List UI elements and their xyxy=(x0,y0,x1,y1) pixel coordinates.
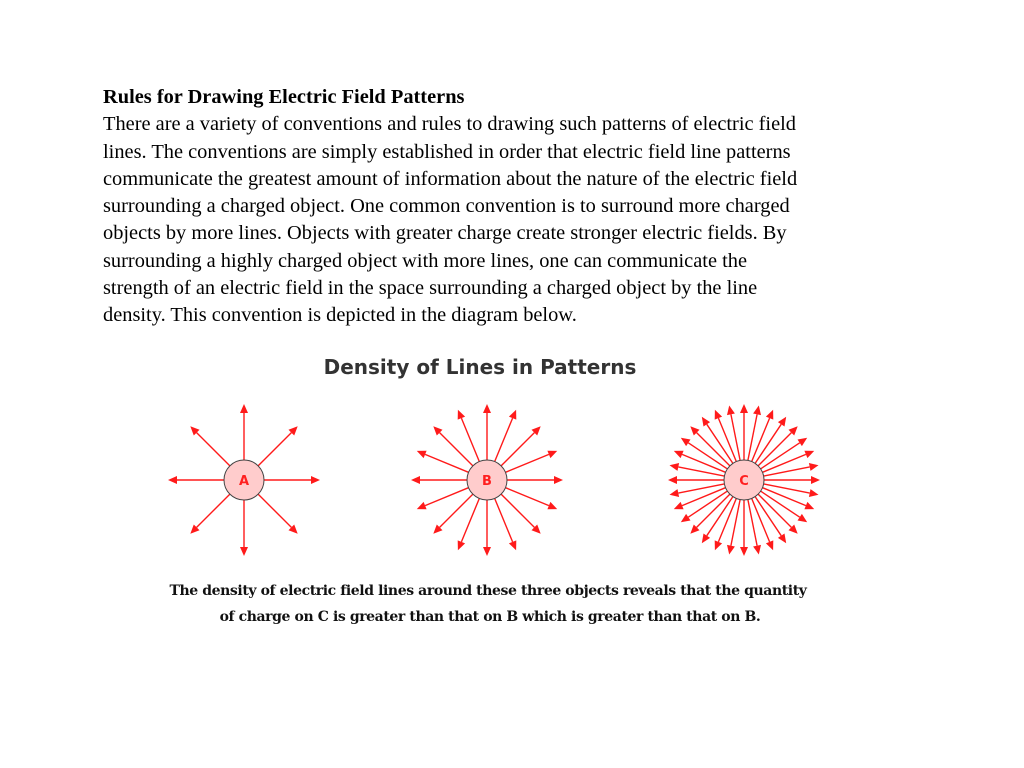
field-line-arrowhead xyxy=(809,463,819,471)
field-line-arrowhead xyxy=(798,438,808,446)
paragraph-line: surrounding a highly charged object with more lines, one can communicate the xyxy=(103,249,748,272)
field-line-arrowhead xyxy=(809,489,819,497)
field-line xyxy=(697,494,730,527)
paragraph-line: density. This convention is depicted in the diagram below. xyxy=(103,304,577,327)
field-line xyxy=(440,433,473,466)
field-line-arrowhead xyxy=(702,417,710,427)
field-line xyxy=(425,454,468,472)
field-line-arrowhead xyxy=(240,404,248,413)
field-line xyxy=(501,433,534,466)
charge-c-label: C xyxy=(739,474,749,489)
field-line xyxy=(506,454,549,472)
charge-c-group xyxy=(668,404,820,556)
paragraph-line: lines. The conventions are simply established in order that electric field line patterns xyxy=(103,140,791,163)
field-line xyxy=(425,488,468,506)
field-line-arrowhead xyxy=(670,463,680,471)
paragraph-line: There are a variety of conventions and rules to drawing such patterns of electric field xyxy=(103,113,797,136)
field-line-arrowhead xyxy=(727,545,735,555)
field-line xyxy=(258,494,291,527)
charge-a-label: A xyxy=(238,474,250,489)
field-line-arrowhead xyxy=(753,406,761,416)
field-line xyxy=(758,494,791,527)
field-line-arrowhead xyxy=(240,547,248,556)
field-line-arrowhead xyxy=(483,404,491,413)
field-line xyxy=(258,433,291,466)
field-line-arrowhead xyxy=(798,514,808,522)
paragraph-line: communicate the greatest amount of information about the nature of the electric field xyxy=(103,167,798,190)
article-text xyxy=(103,84,903,330)
field-line xyxy=(697,433,730,466)
field-line-arrowhead xyxy=(168,476,177,484)
field-line-arrowhead xyxy=(702,534,710,544)
field-line-arrowhead xyxy=(554,476,563,484)
field-line xyxy=(197,494,230,527)
field-line xyxy=(197,433,230,466)
field-line xyxy=(495,418,513,461)
field-line-arrowhead xyxy=(778,534,786,544)
field-line-arrowhead xyxy=(681,514,691,522)
field-line-arrowhead xyxy=(778,417,786,427)
field-line-arrowhead xyxy=(311,476,320,484)
figure-caption-line-2: of charge on C is greater than that on B which is greater than that on B. xyxy=(219,609,761,625)
field-line xyxy=(461,418,479,461)
paragraph-line: strength of an electric field in the space surrounding a charged object by the line xyxy=(103,277,758,300)
field-line xyxy=(506,488,549,506)
field-line-arrowhead xyxy=(753,545,761,555)
field-line-arrowhead xyxy=(681,438,691,446)
field-line xyxy=(461,499,479,542)
charge-b-group xyxy=(411,404,563,556)
field-line xyxy=(440,494,473,527)
paragraph-line: objects by more lines. Objects with greater charge create stronger electric fields. By xyxy=(103,222,787,245)
field-line xyxy=(495,499,513,542)
field-line-arrowhead xyxy=(483,547,491,556)
charge-b-label: B xyxy=(482,474,492,489)
field-line-arrowhead xyxy=(411,476,420,484)
field-line-density-figure xyxy=(150,340,840,640)
field-line-arrowhead xyxy=(670,489,680,497)
figure-caption-line-1: The density of electric field lines around these three objects reveals that the quantity xyxy=(169,583,807,599)
field-line-diagram xyxy=(150,340,840,640)
charge-a-group xyxy=(168,404,320,556)
field-line xyxy=(501,494,534,527)
charges-group xyxy=(168,404,820,556)
paragraph-line: surrounding a charged object. One common convention is to surround more charged xyxy=(103,195,790,218)
field-line xyxy=(758,433,791,466)
field-line-arrowhead xyxy=(668,476,677,484)
field-line-arrowhead xyxy=(727,406,735,416)
field-line-arrowhead xyxy=(740,547,748,556)
field-line-arrowhead xyxy=(811,476,820,484)
section-heading: Rules for Drawing Electric Field Patterns xyxy=(103,86,465,108)
field-line-arrowhead xyxy=(740,404,748,413)
figure-title: Density of Lines in Patterns xyxy=(323,355,637,379)
